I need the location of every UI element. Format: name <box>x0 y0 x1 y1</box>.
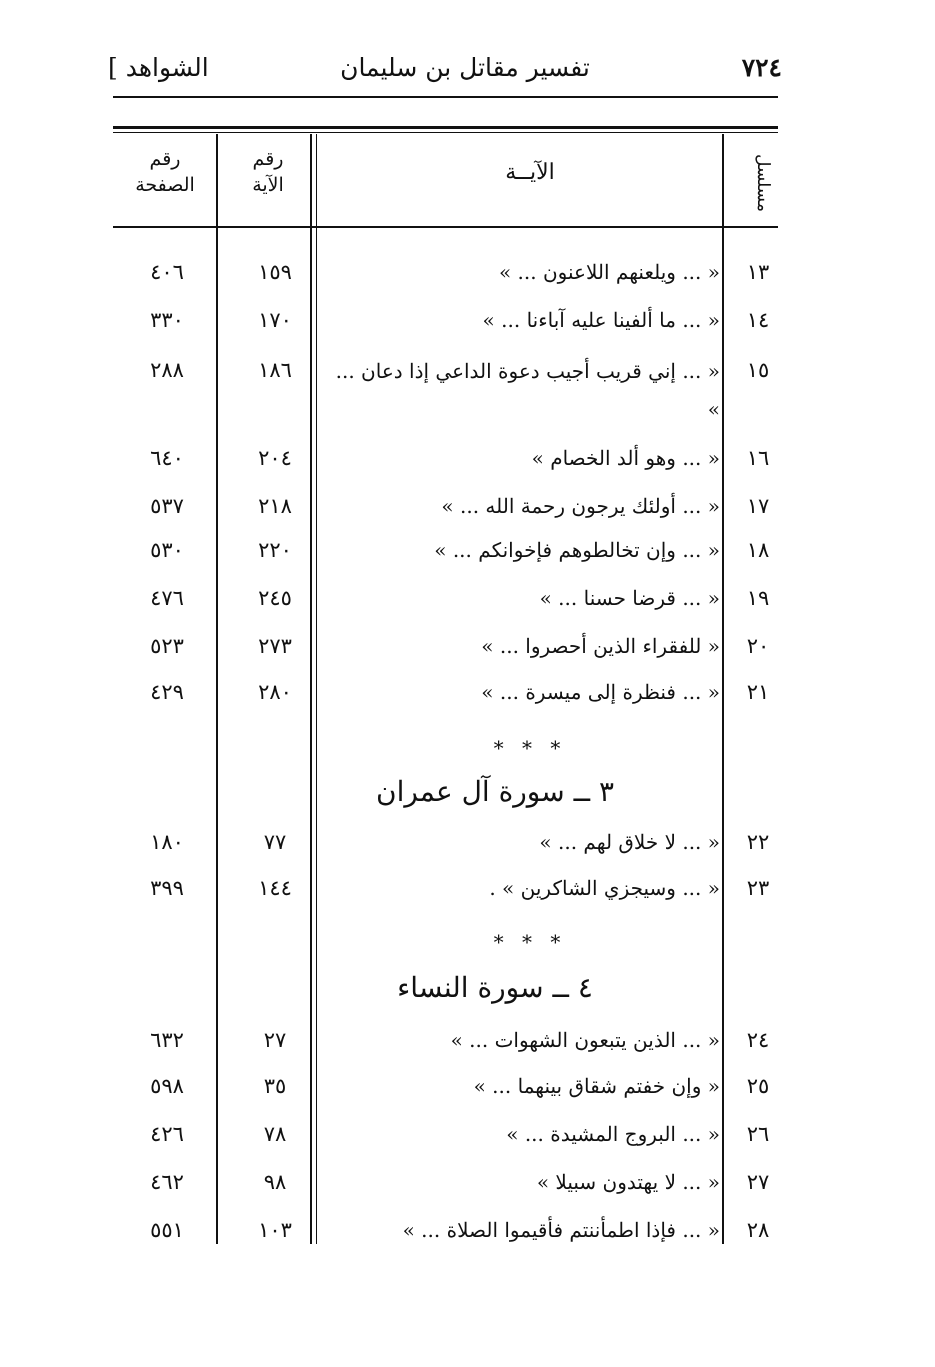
table-row <box>110 1164 780 1204</box>
serial-number: ١٨ <box>746 538 770 562</box>
ayah-number: ١٥٩ <box>258 260 292 284</box>
header-rule <box>113 96 778 98</box>
page-reference: ٤٢٦ <box>150 1122 184 1146</box>
ayah-number: ٢٧٣ <box>258 634 292 658</box>
table-row <box>110 254 780 294</box>
table-row <box>110 302 780 342</box>
section-separator: * * * <box>493 736 567 760</box>
serial-number: ١٩ <box>746 586 770 610</box>
serial-number: ٢٦ <box>746 1122 770 1146</box>
column-head-ayah: الآيــة <box>505 160 555 185</box>
serial-number: ٢٧ <box>746 1170 770 1194</box>
page-number: ٧٢٤ <box>741 53 782 82</box>
page-reference: ٣٣٠ <box>150 308 184 332</box>
table-row <box>110 824 780 864</box>
serial-number: ٢٤ <box>746 1028 770 1052</box>
ayah-text: « ... فنظرة إلى ميسرة ... » <box>481 680 720 704</box>
ayah-number: ٢٢٠ <box>258 538 292 562</box>
page-reference: ٤٧٦ <box>150 586 184 610</box>
ayah-text: « ... لا خلاق لهم ... » <box>539 830 720 854</box>
ayah-number: ١٨٦ <box>258 358 292 382</box>
ayah-number: ٢٠٤ <box>258 446 292 470</box>
page-reference: ٤٢٩ <box>150 680 184 704</box>
ayah-text: « ... فإذا اطمأننتم فأقيموا الصلاة ... » <box>402 1218 720 1242</box>
ayah-text: « ... وسيجزي الشاكرين » . <box>489 876 720 900</box>
ayah-text: « للفقراء الذين أحصروا ... » <box>481 634 720 658</box>
page-reference: ٥٣٠ <box>150 538 184 562</box>
ayah-text: « وإن خفتم شقاق بينهما ... » <box>473 1074 720 1098</box>
column-head-page-number: رقم الصفحة <box>135 148 195 196</box>
serial-number: ١٧ <box>746 494 770 518</box>
page-reference: ٤٦٢ <box>150 1170 184 1194</box>
serial-number: ٢٠ <box>746 634 770 658</box>
table-row <box>110 1116 780 1156</box>
ayah-text: « ... وهو ألد الخصام » <box>531 446 720 470</box>
ayah-text: « ... ويلعنهم اللاعنون ... » <box>498 260 720 284</box>
table-row <box>110 440 780 480</box>
ayah-number: ٢٤٥ <box>258 586 292 610</box>
table-row <box>110 488 780 528</box>
page-reference: ٢٨٨ <box>150 358 184 382</box>
table-row <box>110 532 780 572</box>
table-row <box>110 580 780 620</box>
ayah-text: « ... البروج المشيدة ... » <box>506 1122 720 1146</box>
ayah-number: ٢٨٠ <box>258 680 292 704</box>
serial-number: ٢١ <box>746 680 770 704</box>
serial-number: ١٥ <box>746 358 770 382</box>
serial-number: ٢٢ <box>746 830 770 854</box>
ayah-text: « ... قرضا حسنا ... » <box>539 586 720 610</box>
surah-heading: ٣ ــ سورة آل عمران <box>376 775 614 808</box>
column-head-ayah-number: رقم الآية <box>252 148 284 196</box>
serial-number: ٢٣ <box>746 876 770 900</box>
section-separator: * * * <box>493 930 567 954</box>
ayah-text: « ... إني قريب أجيب دعوة الداعي إذا دعان ... » <box>335 359 720 421</box>
page-reference: ١٨٠ <box>150 830 184 854</box>
page-reference: ٥٥١ <box>150 1218 184 1242</box>
serial-number: ٢٥ <box>746 1074 770 1098</box>
table-row <box>110 870 780 910</box>
page-reference: ٤٠٦ <box>150 260 184 284</box>
table-row <box>110 674 780 714</box>
serial-number: ٢٨ <box>746 1218 770 1242</box>
ayah-number: ١٠٣ <box>258 1218 292 1242</box>
ayah-number: ١٤٤ <box>258 876 292 900</box>
ayah-text: « ... لا يهتدون سبيلا » <box>536 1170 720 1194</box>
ayah-text: « ... الذين يتبعون الشهوات ... » <box>450 1028 720 1052</box>
ayah-number: ٢١٨ <box>258 494 292 518</box>
serial-number: ١٤ <box>746 308 770 332</box>
serial-number: ١٦ <box>746 446 770 470</box>
table-row <box>110 1212 780 1252</box>
ayah-number: ٣٥ <box>263 1074 287 1098</box>
serial-number: ١٣ <box>746 260 770 284</box>
book-title: تفسير مقاتل بن سليمان <box>340 53 590 82</box>
column-head-serial: مسلسل <box>753 154 773 212</box>
table-top-rule <box>113 126 778 129</box>
ayah-text: « ... وإن تخالطوهم فإخوانكم ... » <box>434 538 720 562</box>
table-top-rule-thin <box>113 132 778 133</box>
surah-heading: ٤ ــ سورة النساء <box>397 971 593 1004</box>
page-reference: ٥٢٣ <box>150 634 184 658</box>
section-title: [ الشواهد <box>108 53 209 82</box>
table-row <box>110 352 780 432</box>
column-head-rule <box>113 226 778 228</box>
ayah-number: ٧٧ <box>263 830 287 854</box>
ayah-number: ٩٨ <box>263 1170 287 1194</box>
ayah-number: ١٧٠ <box>258 308 292 332</box>
ayah-text: « ... أولئك يرجون رحمة الله ... » <box>441 494 720 518</box>
page-reference: ٦٣٢ <box>150 1028 184 1052</box>
table-row <box>110 628 780 668</box>
page-reference: ٦٤٠ <box>150 446 184 470</box>
ayah-text: « ... ما ألفينا عليه آباءنا ... » <box>482 308 720 332</box>
page-reference: ٥٩٨ <box>150 1074 184 1098</box>
table-row <box>110 1022 780 1062</box>
table-row <box>110 1068 780 1108</box>
page-reference: ٥٣٧ <box>150 494 184 518</box>
ayah-number: ٧٨ <box>263 1122 287 1146</box>
ayah-number: ٢٧ <box>263 1028 287 1052</box>
page-reference: ٣٩٩ <box>150 876 184 900</box>
